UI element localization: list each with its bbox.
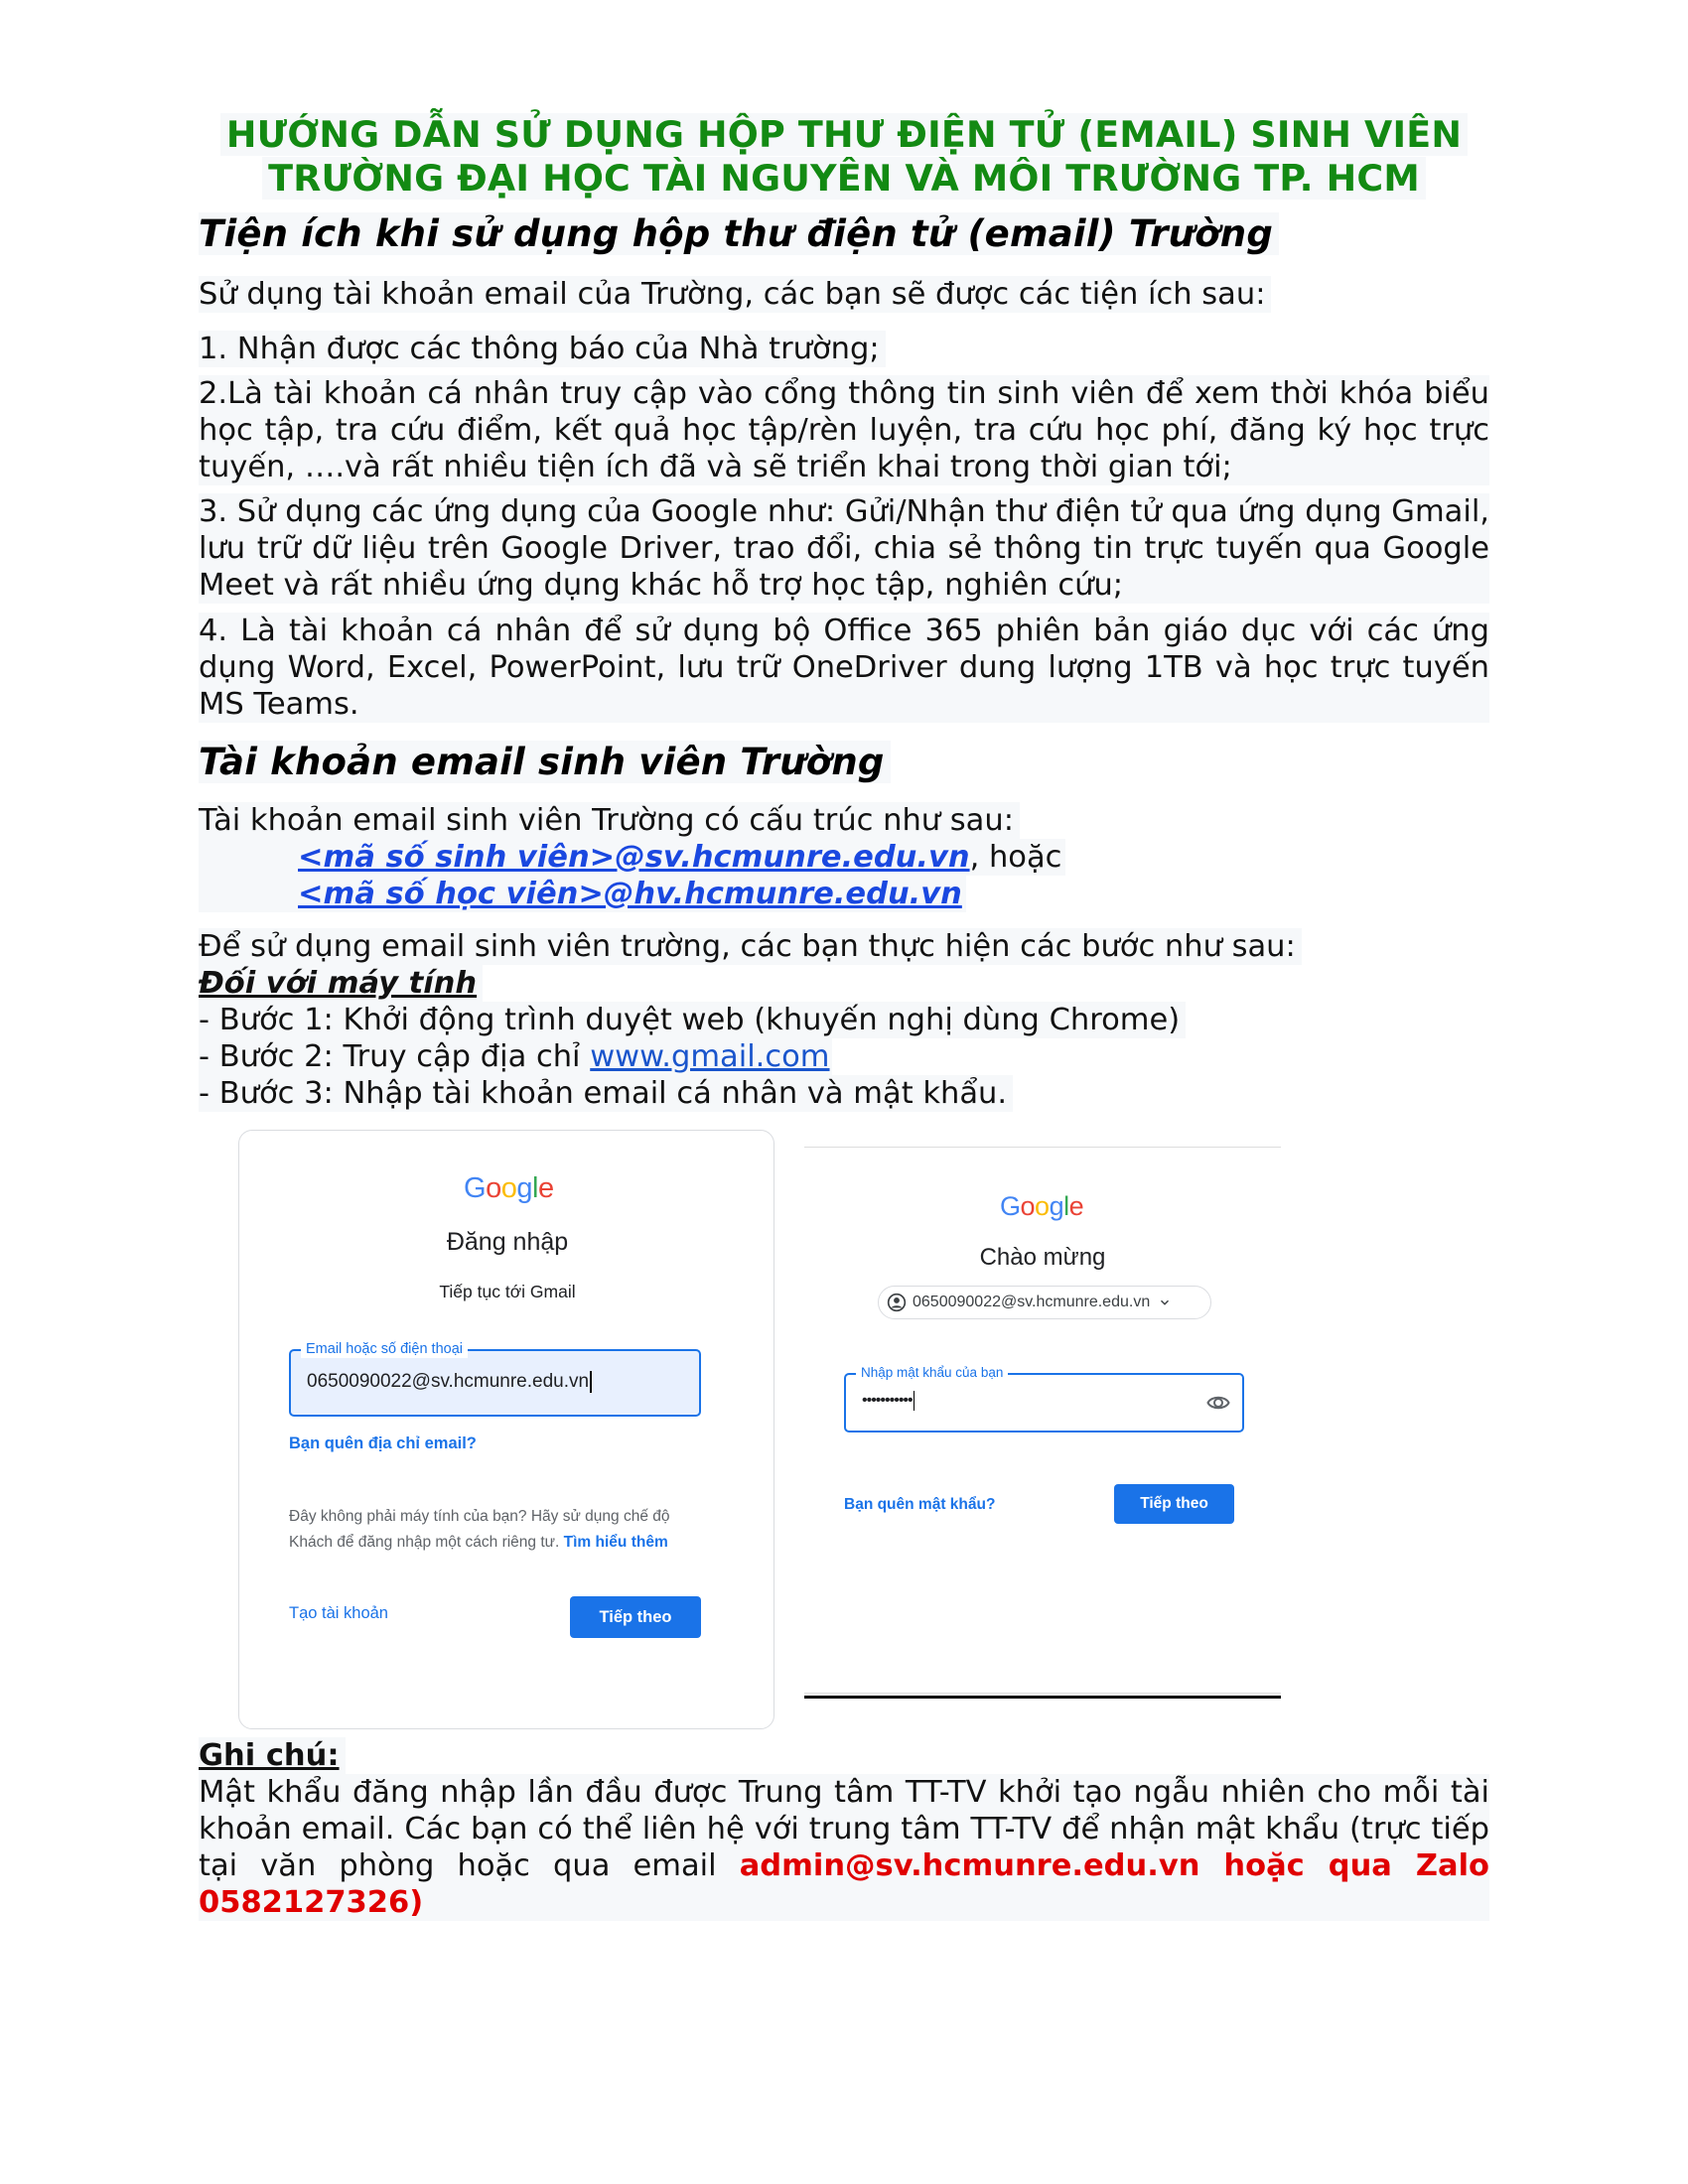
text-cursor	[914, 1391, 915, 1411]
note-body	[199, 1774, 1489, 1921]
welcome-heading: Chào mừng	[979, 1244, 1106, 1271]
password-field-label: Nhập mật khẩu của bạn	[856, 1364, 1008, 1382]
section-heading-account: Tài khoản email sinh viên Trường	[199, 741, 891, 783]
signin-heading: Đăng nhập	[446, 1228, 569, 1256]
step-3: - Bước 3: Nhập tài khoản email cá nhân và mật khẩu.	[199, 1075, 1013, 1112]
google-signin-screenshot	[238, 1130, 774, 1729]
step-1: - Bước 1: Khởi động trình duyệt web (khuyến nghị dùng Chrome)	[199, 1002, 1186, 1038]
password-masked: •••••••••••	[862, 1392, 913, 1410]
step-2	[199, 1038, 832, 1075]
account-format-student	[199, 839, 1065, 876]
title-text-1: HƯỚNG DẪN SỬ DỤNG HỘP THƯ ĐIỆN TỬ (EMAIL) SINH VIÊN	[220, 113, 1468, 156]
text-cursor	[590, 1371, 592, 1393]
learn-more-link[interactable]: Tìm hiểu thêm	[563, 1534, 668, 1551]
format-suffix: , hoặc	[969, 840, 1062, 875]
graduate-email-format-link[interactable]: <mã số học viên>@hv.hcmunre.edu.vn	[298, 877, 962, 911]
benefit-item-1: 1. Nhận được các thông báo của Nhà trường;	[199, 331, 886, 367]
google-logo: Google	[464, 1172, 554, 1204]
contact-highlight: admin@sv.hcmunre.edu.vn hoặc qua Zalo 0582127326)	[199, 1848, 1489, 1920]
section-heading-benefits: Tiện ích khi sử dụng hộp thư điện tử (email) Trường	[199, 212, 1279, 255]
gmail-link[interactable]: www.gmail.com	[590, 1039, 830, 1074]
guest-note-text: Đây không phải máy tính của bạn? Hãy sử dụng chế độ Khách để đăng nhập một cách riêng tư.	[289, 1508, 670, 1551]
account-chip-email: 0650090022@sv.hcmunre.edu.vn	[913, 1294, 1151, 1310]
student-email-format-link[interactable]: <mã số sinh viên>@sv.hcmunre.edu.vn	[298, 840, 970, 875]
show-password-eye-icon[interactable]	[1206, 1393, 1230, 1413]
chevron-down-icon	[1158, 1296, 1172, 1309]
forgot-password-link[interactable]: Bạn quên mật khẩu?	[844, 1496, 996, 1513]
password-field[interactable]	[844, 1365, 1244, 1433]
subheading-computer: Đối với máy tính	[199, 965, 483, 1002]
benefit-item-2: 2.Là tài khoản cá nhân truy cập vào cổng thông tin sinh viên để xem thời khóa biểu học tập, tra cứu điểm, kết quả học tập/rèn luyện, tra cứu học phí, đăng ký học trực tuyến, ….và rất nhiều tiện ích đã và sẽ triển khai trong thời gian tới;	[199, 376, 1489, 484]
benefit-item-3: 3. Sử dụng các ứng dụng của Google như: Gửi/Nhận thư điện tử qua ứng dụng Gmail, lưu trữ dữ liệu trên Google Driver, trao đổi, chia sẻ thông tin trực tuyến qua Google Meet và rất nhiều ứng dụng khác hỗ trợ học tập, nghiên cứu;	[199, 494, 1489, 603]
guest-mode-note	[289, 1504, 716, 1556]
next-button[interactable]: Tiếp theo	[570, 1596, 701, 1638]
email-field[interactable]	[289, 1341, 701, 1417]
benefit-item-4: 4. Là tài khoản cá nhân để sử dụng bộ Office 365 phiên bản giáo dục với các ứng dụng Word, Excel, PowerPoint, lưu trữ OneDriver dung lượng 1TB và học trực tuyến MS Teams.	[199, 614, 1489, 722]
email-value-text: 0650090022@sv.hcmunre.edu.vn	[307, 1371, 590, 1393]
signin-subheading: Tiếp tục tới Gmail	[439, 1282, 576, 1301]
title-text-2: TRƯỜNG ĐẠI HỌC TÀI NGUYÊN VÀ MÔI TRƯỜNG TP. HCM	[262, 157, 1426, 200]
document-title-line-2	[0, 157, 1688, 201]
account-chip[interactable]	[878, 1286, 1211, 1319]
steps-intro: Để sử dụng email sinh viên trường, các bạn thực hiện các bước như sau:	[199, 928, 1302, 965]
note-heading: Ghi chú:	[199, 1737, 346, 1774]
step-2-text: - Bước 2: Truy cập địa chỉ	[199, 1039, 591, 1074]
panel-bottom-light-line	[804, 1693, 1281, 1694]
create-account-link[interactable]: Tạo tài khoản	[289, 1604, 388, 1622]
account-circle-icon	[887, 1293, 907, 1312]
document-title-line-1	[0, 113, 1688, 157]
email-field-label: Email hoặc số điện thoại	[301, 1340, 468, 1358]
note-text: Mật khẩu đăng nhập lần đầu được Trung tâm TT-TV khởi tạo ngẫu nhiên cho mỗi tài khoản email. Các bạn có thể liên hệ với trung tâm TT-TV để nhận mật khẩu (trực tiếp tại văn phòng hoặc qua email	[199, 1775, 1489, 1883]
benefits-intro: Sử dụng tài khoản email của Trường, các bạn sẽ được các tiện ích sau:	[199, 276, 1271, 313]
email-field-value[interactable]	[307, 1371, 592, 1393]
forgot-email-link[interactable]: Bạn quên địa chỉ email?	[289, 1434, 477, 1452]
google-password-screenshot	[804, 1147, 1281, 1703]
account-format-graduate	[199, 876, 966, 912]
next-button[interactable]: Tiếp theo	[1114, 1484, 1234, 1524]
password-field-value[interactable]	[862, 1391, 914, 1411]
panel-bottom-divider	[804, 1696, 1281, 1699]
account-format-intro: Tài khoản email sinh viên Trường có cấu trúc như sau:	[199, 802, 1020, 839]
google-logo: Google	[1000, 1191, 1084, 1221]
